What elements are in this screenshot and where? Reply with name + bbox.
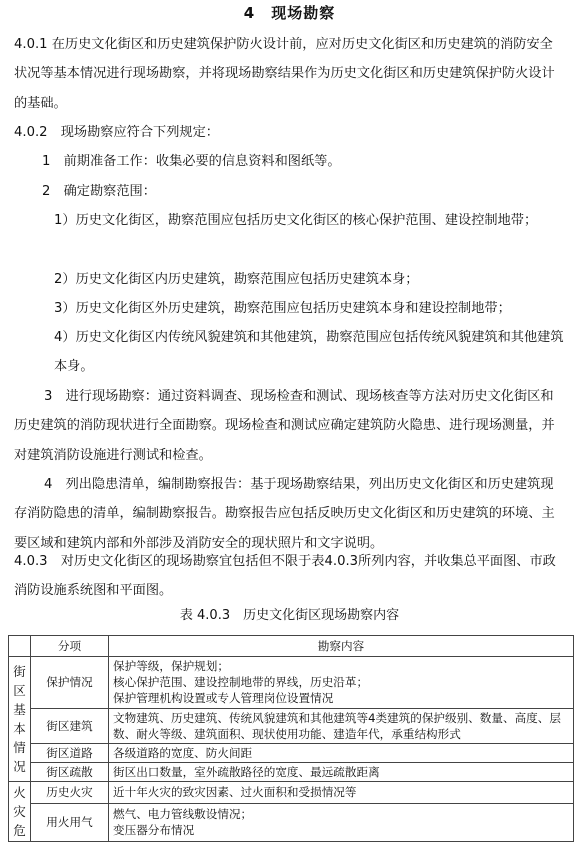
content-cell: 各级道路的宽度、防火间距 [109,744,574,763]
table-caption: 表 4.0.3 历史文化街区现场勘察内容 [179,608,400,623]
clause-4-0-3: 4.0.3 对历史文化街区的现场勘察宜包括但不限于表4.0.3所列内容，并收集总平面图、市政消防设施系统图和平面图。 [14,554,556,599]
table-row [9,803,574,842]
category-cell: 火 灾 危 [9,782,31,842]
item-cell: 街区疏散 [31,763,109,782]
survey-table [8,635,574,842]
item-1: 1 前期准备工作：收集必要的信息资料和图纸等。 [42,154,341,169]
header-item: 分项 [31,636,109,657]
subitem-4: 4）历史文化街区内传统风貌建筑和其他建筑，勘察范围应包括传统风貌建筑和其他建筑本身。 [54,330,564,375]
subitem-1: 1）历史文化街区，勘察范围应包括历史文化街区的核心保护范围、建设控制地带； [54,213,538,228]
table-row [9,763,574,782]
clause-4-0-2: 4.0.2 现场勘察应符合下列规定： [14,125,219,140]
subitem-2: 2）历史文化街区内历史建筑，勘察范围应包括历史建筑本身； [54,272,419,287]
table-row [9,744,574,763]
content-cell: 近十年火灾的致灾因素、过火面积和受损情况等 [109,782,574,803]
section-title: 4 现场勘察 [243,4,336,22]
content-cell: 燃气、电力管线敷设情况； 变压器分布情况 [109,803,574,842]
item-cell: 用火用气 [31,803,109,842]
table-row [9,708,574,743]
header-content: 勘察内容 [109,636,574,657]
content-cell: 文物建筑、历史建筑、传统风貌建筑和其他建筑等4类建筑的保护级别、数量、高度、层数、耐火等级、建筑面积、现状使用功能、建造年代，承重结构形式 [109,708,574,743]
item-cell: 街区建筑 [31,708,109,743]
item-4: 4 列出隐患清单，编制勘察报告：基于现场勘察结果，列出历史文化街区和历史建筑现存消防隐患的清单，编制勘察报告。勘察报告应包括反映历史文化街区和历史建筑的环境、主要区域和建筑内部和外部涉及消防安全的现状照片和文字说明。 [14,477,555,551]
subitem-3: 3）历史文化街区外历史建筑，勘察范围应包括历史建筑本身和建设控制地带； [54,301,511,316]
header-category [9,636,31,657]
table-body [9,657,574,842]
item-cell: 保护情况 [31,657,109,709]
item-3: 3 进行现场勘察：通过资料调查、现场检查和测试、现场核查等方法对历史文化街区和历史建筑的消防现状进行全面勘察。现场检查和测试应确定建筑防火隐患、进行现场测量，并对建筑消防设施进行测试和检查。 [14,389,555,463]
content-cell: 保护等级，保护规划； 核心保护范围、建设控制地带的界线，历史沿革； 保护管理机构设置或专人管理岗位设置情况 [109,657,574,709]
table-row [9,782,574,803]
item-2: 2 确定勘察范围： [42,184,156,199]
category-cell: 街 区 基 本 情 况 [9,657,31,782]
item-cell: 街区道路 [31,744,109,763]
table-row [9,657,574,709]
item-cell: 历史火灾 [31,782,109,803]
content-cell: 街区出口数量，室外疏散路径的宽度、最远疏散距离 [109,763,574,782]
table-header-row [9,636,574,657]
clause-4-0-1: 4.0.1 在历史文化街区和历史建筑保护防火设计前，应对历史文化街区和历史建筑的消防安全状况等基本情况进行现场勘察，并将现场勘察结果作为历史文化街区和历史建筑保护防火设计的基础。 [14,37,555,111]
